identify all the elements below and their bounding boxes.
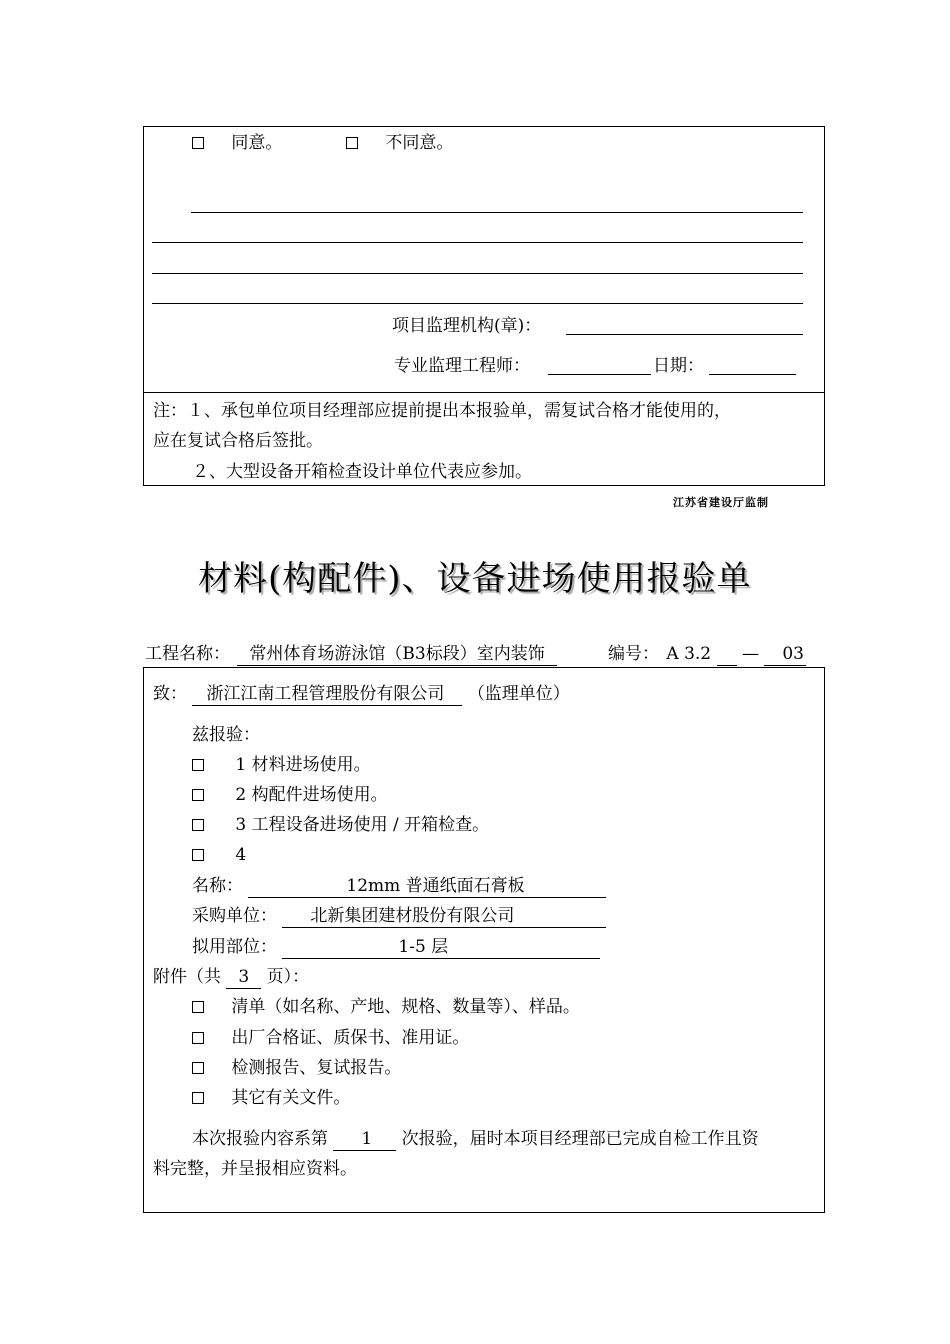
closing-line-1	[192, 1131, 759, 1151]
attach-count-field[interactable]	[226, 969, 261, 989]
agree-option[interactable]	[192, 135, 282, 152]
attachment-label: 其它有关文件。	[231, 1088, 351, 1108]
option-item[interactable]	[192, 817, 489, 834]
project-name-field[interactable]	[237, 646, 556, 666]
buyer-field[interactable]	[282, 908, 606, 928]
material-name-value: 12mm 普通纸面石膏板	[346, 876, 525, 896]
note-line-1: 注：１、承包单位项目经理部应提前提出本报验单，需复试合格才能使用的，	[153, 401, 731, 421]
attachment-label: 出厂合格证、质保书、准用证。	[231, 1028, 470, 1048]
location-row	[192, 939, 600, 959]
comment-line[interactable]	[152, 303, 803, 304]
attachment-item[interactable]	[192, 1090, 350, 1107]
number-value-field[interactable]	[764, 646, 806, 666]
buyer-row	[192, 908, 606, 928]
buyer-label: 采购单位：	[192, 906, 277, 926]
option-label: 3 工程设备进场使用 / 开箱检查。	[235, 815, 490, 835]
report-count: 1	[361, 1129, 373, 1149]
number-header	[608, 646, 806, 666]
number-value: 03	[782, 644, 804, 664]
attach-prefix: 附件（共	[153, 967, 221, 987]
recipient-line	[153, 686, 570, 706]
number-label: 编号：	[608, 644, 659, 664]
material-name-label: 名称：	[192, 876, 243, 896]
engineer-label: 专业监理工程师：	[394, 356, 530, 376]
option-checkbox[interactable]	[192, 849, 204, 861]
material-name-field[interactable]	[248, 878, 606, 898]
location-label: 拟用部位：	[192, 937, 277, 957]
closing-line-2: 料完整，并呈报相应资料。	[153, 1159, 357, 1179]
attachment-label: 检测报告、复试报告。	[231, 1058, 402, 1078]
attachment-checkbox[interactable]	[192, 1032, 204, 1044]
disagree-label: 不同意。	[385, 133, 454, 153]
option-checkbox[interactable]	[192, 759, 204, 771]
report-count-field[interactable]	[333, 1131, 396, 1151]
comment-line[interactable]	[152, 273, 803, 274]
attach-count: 3	[238, 967, 250, 987]
option-item[interactable]	[192, 757, 371, 774]
project-name: 常州体育场游泳馆（B3标段）室内装饰	[249, 644, 545, 664]
attachment-checkbox[interactable]	[192, 1001, 204, 1013]
attachment-checkbox[interactable]	[192, 1092, 204, 1104]
attachment-checkbox[interactable]	[192, 1062, 204, 1074]
location-value: 1-5 层	[398, 937, 449, 957]
material-name-row	[192, 878, 606, 898]
option-checkbox[interactable]	[192, 789, 204, 801]
org-seal-field[interactable]	[566, 334, 803, 335]
number-gap-field[interactable]	[717, 646, 737, 666]
disagree-checkbox[interactable]	[346, 137, 358, 149]
date-field[interactable]	[709, 374, 796, 375]
closing-text-b: 次报验，届时本项目经理部已完成自检工作且资	[401, 1129, 759, 1149]
issuer-text: 江苏省建设厅监制	[673, 496, 769, 509]
option-checkbox[interactable]	[192, 819, 204, 831]
number-prefix: A 3.2	[666, 644, 712, 664]
project-header	[145, 646, 557, 666]
attachment-item[interactable]	[192, 1030, 469, 1047]
note-line-2: 应在复试合格后签批。	[153, 431, 323, 451]
comment-line[interactable]	[152, 242, 803, 243]
engineer-signature-field[interactable]	[548, 374, 651, 375]
comment-line[interactable]	[191, 212, 803, 213]
note-line-3: ２、大型设备开箱检查设计单位代表应参加。	[192, 462, 532, 482]
org-label: 项目监理机构(章)：	[392, 316, 542, 336]
form-title: 材料(构配件)、设备进场使用报验单	[198, 559, 752, 599]
option-label: 2 构配件进场使用。	[235, 785, 388, 805]
recipient-name: 浙江江南工程管理股份有限公司	[206, 684, 445, 704]
location-field[interactable]	[282, 939, 600, 959]
attach-suffix: 页）：	[266, 967, 310, 987]
intro-text: 兹报验：	[192, 725, 260, 745]
option-label: 4	[235, 845, 247, 865]
closing-text-a: 本次报验内容系第	[192, 1129, 328, 1149]
project-label: 工程名称：	[145, 644, 230, 664]
recipient-field[interactable]	[192, 686, 462, 706]
box-divider	[143, 392, 825, 393]
date-label: 日期：	[653, 356, 704, 376]
buyer-value: 北新集团建材股份有限公司	[310, 906, 515, 926]
attachment-count-row	[153, 969, 309, 989]
agree-checkbox[interactable]	[192, 137, 204, 149]
to-label: 致：	[153, 684, 187, 704]
option-item[interactable]	[192, 787, 388, 804]
recipient-suffix: （监理单位）	[467, 684, 570, 704]
attachment-item[interactable]	[192, 1060, 401, 1077]
option-item[interactable]	[192, 847, 246, 864]
attachment-item[interactable]	[192, 999, 580, 1016]
option-label: 1 材料进场使用。	[235, 755, 371, 775]
number-sep: —	[741, 644, 759, 664]
disagree-option[interactable]	[346, 135, 453, 152]
agree-label: 同意。	[231, 133, 283, 153]
attachment-label: 清单（如名称、产地、规格、数量等）、样品。	[231, 997, 580, 1017]
